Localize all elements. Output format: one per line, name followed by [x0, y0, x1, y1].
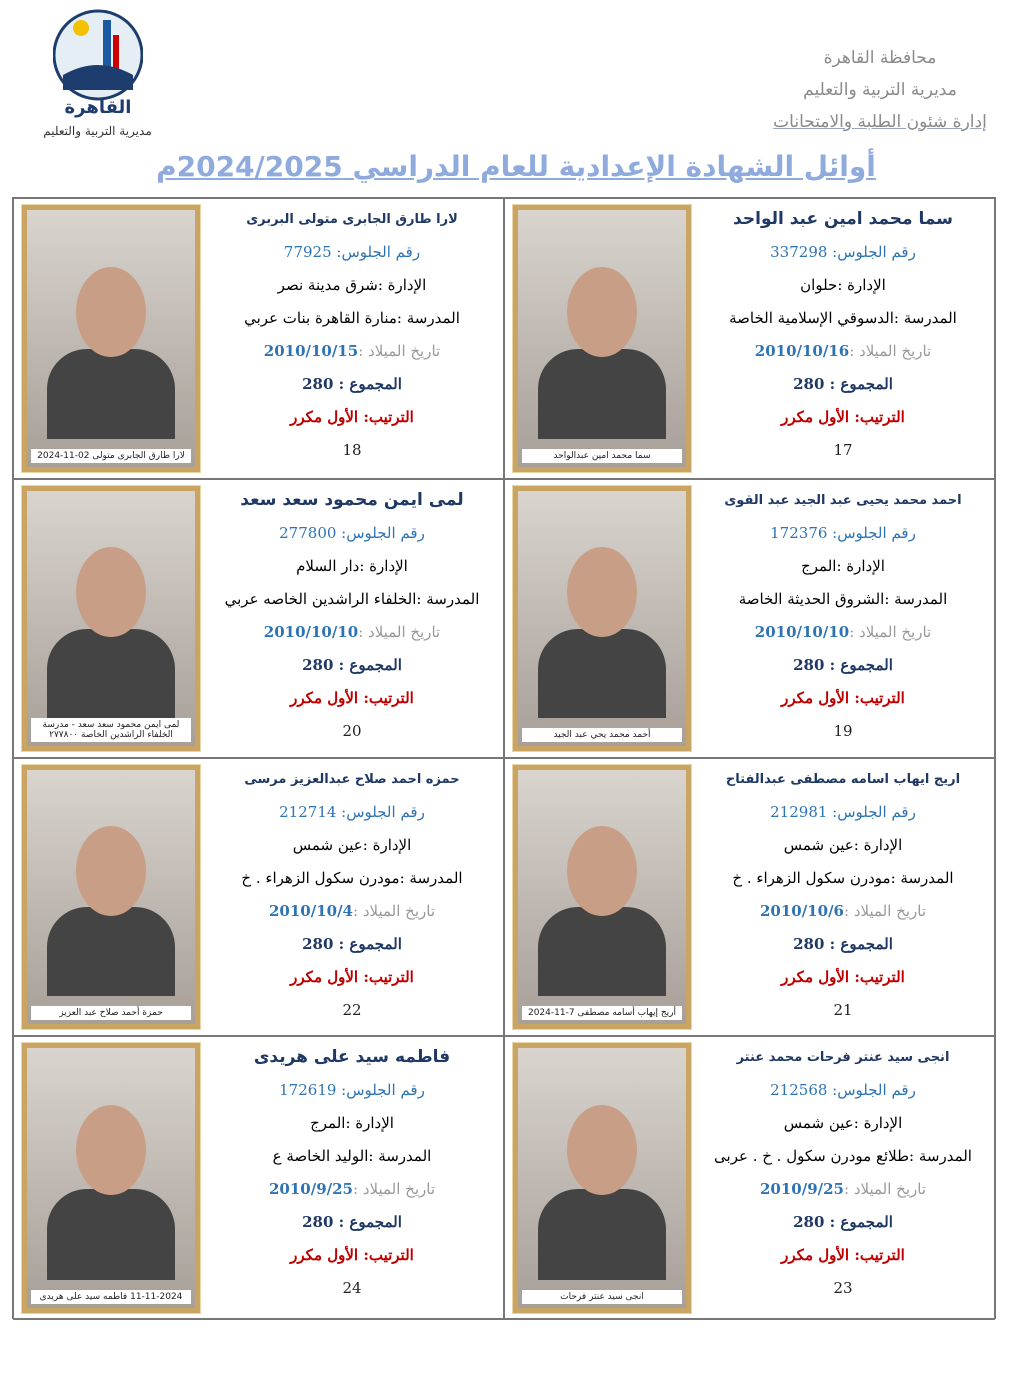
logo-caption: مديرية التربية والتعليم — [43, 124, 152, 138]
card-number: 19 — [833, 722, 853, 740]
total-score: المجموع : 280 — [302, 1213, 402, 1231]
student-info — [209, 1041, 495, 1315]
birth-date: تاريخ الميلاد :2010/10/15 — [263, 342, 441, 360]
seat-number: رقم الجلوس: 212568 — [770, 1081, 916, 1099]
card-number: 21 — [833, 1001, 853, 1019]
photo-caption: أريج إيهاب أسامه مصطفى 7-11-2024 — [522, 1006, 682, 1020]
card-number: 18 — [342, 441, 362, 459]
birth-date: تاريخ الميلاد :2010/10/4 — [268, 902, 436, 920]
birth-date: تاريخ الميلاد :2010/9/25 — [268, 1180, 436, 1198]
total-score: المجموع : 280 — [302, 935, 402, 953]
photo-caption: أحمد محمد يحي عبد الجيد — [522, 728, 682, 742]
student-info — [700, 203, 986, 474]
photo-caption: لمى ايمن محمود سعد سعد - مدرسة الخلفاء الراشدين الخاصة ٢٧٧٨٠٠ — [31, 718, 191, 742]
student-info — [700, 1041, 986, 1315]
student-info — [209, 484, 495, 753]
admin: الإدارة :دار السلام — [296, 557, 408, 575]
page-title: أوائل الشهادة الإعدادية للعام الدراسي 2024/2025م — [156, 150, 876, 183]
student-photo — [513, 1043, 691, 1313]
directorate: مديرية التربية والتعليم — [803, 80, 957, 100]
student-card — [504, 758, 995, 1036]
card-number: 20 — [342, 722, 362, 740]
admin: الإدارة :المرج — [801, 557, 885, 575]
school: المدرسة :مودرن سكول الزهراء . خ — [241, 869, 463, 887]
student-card — [13, 1036, 504, 1320]
student-name: احمد محمد يحيى عبد الجيد عبد القوى — [724, 493, 962, 508]
rank: الترتيب: الأول مكرر — [290, 408, 414, 426]
student-card — [504, 1036, 995, 1320]
student-info — [209, 203, 495, 474]
rank: الترتيب: الأول مكرر — [290, 968, 414, 986]
photo-caption: حمزة أحمد صلاح عبد العزيز — [31, 1006, 191, 1020]
rank: الترتيب: الأول مكرر — [781, 1246, 905, 1264]
admin: الإدارة :عين شمس — [292, 836, 412, 854]
total-score: المجموع : 280 — [793, 1213, 893, 1231]
governorate: محافظة القاهرة — [823, 48, 937, 68]
cairo-education-logo — [30, 0, 165, 150]
admin: الإدارة :المرج — [310, 1114, 394, 1132]
rank: الترتيب: الأول مكرر — [290, 1246, 414, 1264]
student-info — [209, 763, 495, 1031]
rank: الترتيب: الأول مكرر — [781, 408, 905, 426]
birth-date: تاريخ الميلاد :2010/10/10 — [754, 623, 932, 641]
student-photo — [513, 205, 691, 472]
admin: الإدارة :عين شمس — [783, 1114, 903, 1132]
student-photo — [22, 205, 200, 472]
birth-date: تاريخ الميلاد :2010/10/6 — [759, 902, 927, 920]
card-number: 23 — [833, 1279, 853, 1297]
school: المدرسة :الدسوقي الإسلامية الخاصة — [729, 309, 957, 327]
seat-number: رقم الجلوس: 212981 — [770, 803, 916, 821]
logo-emblem-icon — [53, 0, 143, 120]
school: المدرسة :الشروق الحديثة الخاصة — [738, 590, 948, 608]
student-name: لارا طارق الجابرى متولى البربرى — [246, 212, 458, 227]
student-name: فاطمه سيد على هريدى — [253, 1047, 451, 1067]
rank: الترتيب: الأول مكرر — [781, 968, 905, 986]
rank: الترتيب: الأول مكرر — [290, 689, 414, 707]
students-grid — [12, 197, 996, 1319]
photo-caption: 11-11-2024 فاطمه سيد على هريدى — [31, 1290, 191, 1304]
svg-text:القاهرة: القاهرة — [64, 97, 131, 118]
school: المدرسة :طلائع مودرن سكول . خ . عربى — [714, 1147, 972, 1165]
student-photo — [513, 765, 691, 1029]
student-name: حمزه احمد صلاح عبدالعزيز مرسى — [244, 772, 460, 787]
student-name: سما محمد امين عبد الواحد — [733, 209, 953, 229]
student-photo — [22, 1043, 200, 1313]
student-name: اريج ايهاب اسامه مصطفى عبدالفتاح — [725, 772, 961, 787]
card-number: 22 — [342, 1001, 362, 1019]
student-card — [13, 198, 504, 479]
student-info — [700, 484, 986, 753]
student-card — [13, 758, 504, 1036]
student-name: لمى ايمن محمود سعد سعد — [240, 490, 464, 510]
total-score: المجموع : 280 — [302, 656, 402, 674]
card-number: 24 — [342, 1279, 362, 1297]
seat-number: رقم الجلوس: 337298 — [770, 243, 916, 261]
seat-number: رقم الجلوس: 172376 — [770, 524, 916, 542]
seat-number: رقم الجلوس: 212714 — [279, 803, 425, 821]
department: إدارة شئون الطلبة والامتحانات — [773, 112, 987, 132]
birth-date: تاريخ الميلاد :2010/9/25 — [759, 1180, 927, 1198]
student-card — [504, 479, 995, 758]
photo-caption: سما محمد امين عبدالواحد — [522, 449, 682, 463]
student-photo — [513, 486, 691, 751]
birth-date: تاريخ الميلاد :2010/10/16 — [754, 342, 932, 360]
seat-number: رقم الجلوس: 77925 — [283, 243, 421, 261]
rank: الترتيب: الأول مكرر — [781, 689, 905, 707]
admin: الإدارة :عين شمس — [783, 836, 903, 854]
student-photo — [22, 486, 200, 751]
seat-number: رقم الجلوس: 172619 — [279, 1081, 425, 1099]
letterhead — [750, 42, 1010, 138]
admin: الإدارة :حلوان — [800, 276, 886, 294]
card-number: 17 — [833, 441, 853, 459]
total-score: المجموع : 280 — [793, 375, 893, 393]
school: المدرسة :منارة القاهرة بنات عربي — [244, 309, 460, 327]
school: المدرسة :الخلفاء الراشدين الخاصه عربي — [224, 590, 480, 608]
total-score: المجموع : 280 — [793, 656, 893, 674]
total-score: المجموع : 280 — [302, 375, 402, 393]
admin: الإدارة :شرق مدينة نصر — [277, 276, 427, 294]
student-name: انجى سيد عنتر فرحات محمد عنتر — [736, 1050, 950, 1065]
school: المدرسة :مودرن سكول الزهراء . خ — [732, 869, 954, 887]
student-info — [700, 763, 986, 1031]
seat-number: رقم الجلوس: 277800 — [279, 524, 425, 542]
total-score: المجموع : 280 — [793, 935, 893, 953]
school: المدرسة :الوليد الخاصة ع — [272, 1147, 432, 1165]
student-photo — [22, 765, 200, 1029]
photo-caption: لارا طارق الجابرى متولى 02-11-2024 — [31, 449, 191, 463]
student-card — [13, 479, 504, 758]
photo-caption: انجى سيد عنتر فرحات — [522, 1290, 682, 1304]
birth-date: تاريخ الميلاد :2010/10/10 — [263, 623, 441, 641]
student-card — [504, 198, 995, 479]
